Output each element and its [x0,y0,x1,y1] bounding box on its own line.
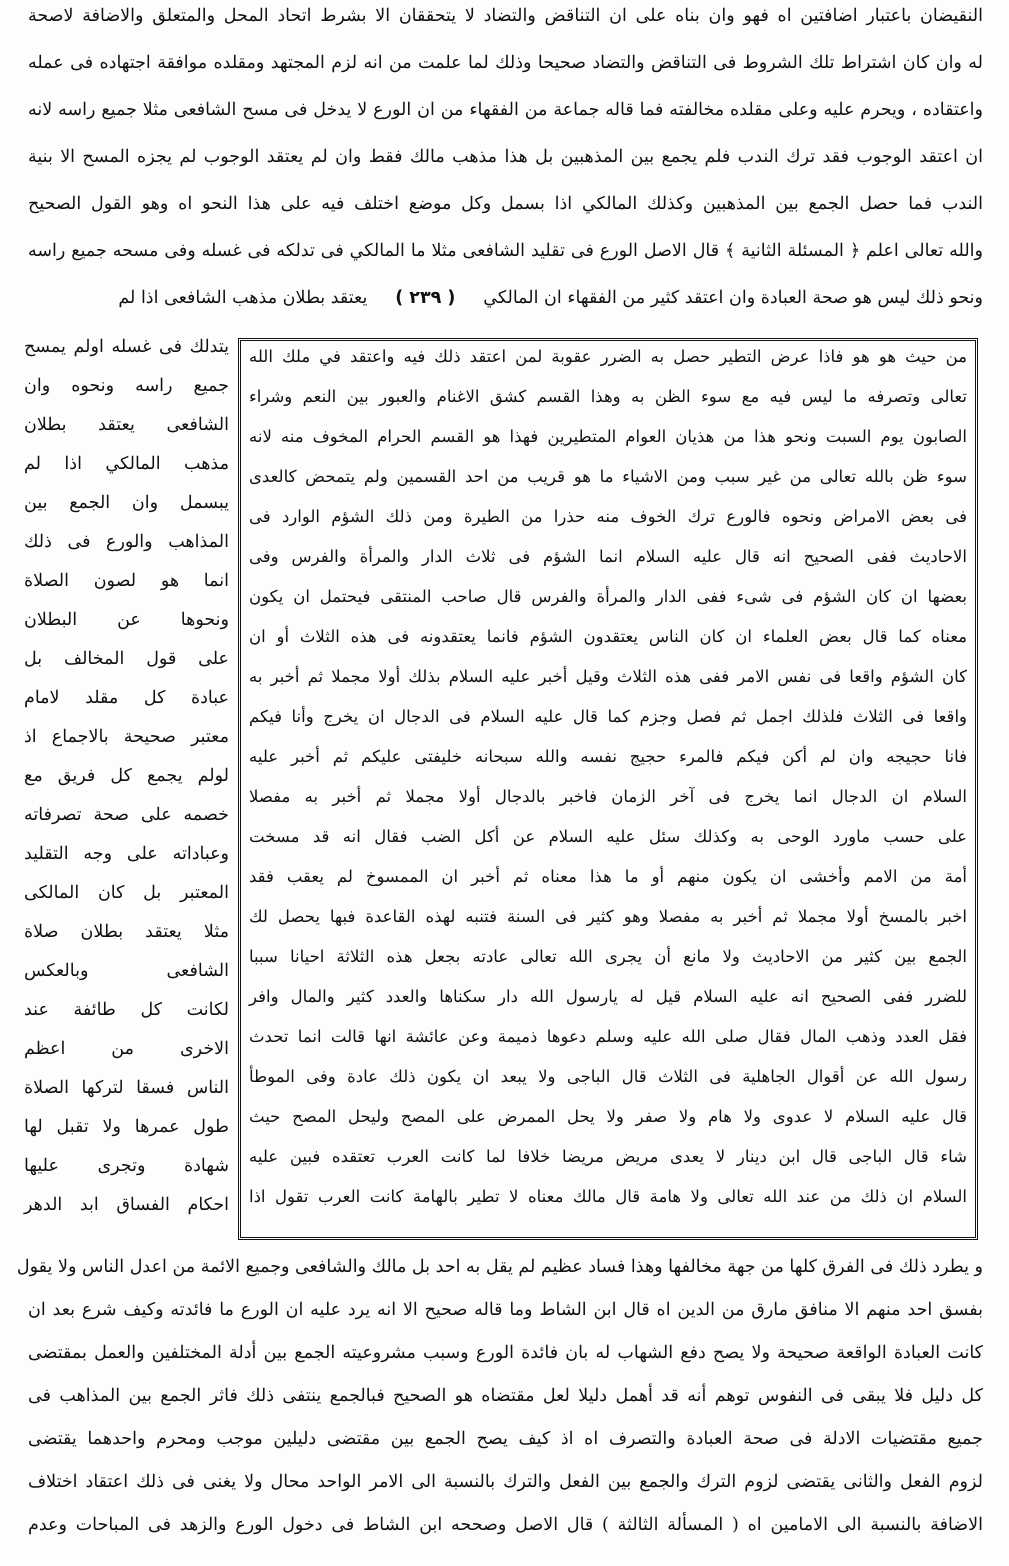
side-line: يبسمل وان الجمع بين [24,493,229,513]
side-line: عبادة كل مقلد لامام [24,688,229,708]
text-line-with-page-number [28,288,983,310]
text-line: يعتقد بطلان مذهب الشافعى اذا لم [118,288,368,308]
side-line: يتدلك فى غسله اولم يمسح [24,337,229,357]
box-line: من حيث هو هو فاذا عرض التطير حصل به الضرر عقوبة لمن اعتقد ذلك فيه واعتقد في ملك الله [249,347,967,366]
box-line: الصابون يوم السبت ونحو هذا من هذيان العوام المتطيرين فهذا هو القسم الحرام المخوف منه لانه [249,427,967,446]
text-line: والله تعالى اعلم ﴿ المسئلة الثانية ﴾ قال الاصل الورع فى تقليد الشافعى مثلا ما المالكي فى تدلكه فى غسله وفى مسحه جميع راسه [28,241,983,261]
side-line: الناس فسقا لتركها الصلاة [24,1078,229,1098]
text-line: الندب فما حصل الجمع بين المذهبين وكذلك المالكي اذا بسمل وكل موضع اختلف فيه على هذا النحو اه وهو القول الصحيح [28,194,983,214]
top-paragraph [0,0,1009,335]
box-line: فى بعض الامراض ونحوه فالورع ترك الخوف منه حذرا من الطيرة ومن ذلك الشؤم الوارد فى [249,507,967,526]
text-line: كل دليل فلا يبقى فى النفوس توهم أنه قد أهمل دليلا لعل مقتضاه هو الصحيح فبالجمع ينتفى ذلك فاثر الجمع بين المذاهب فى [28,1386,983,1406]
bottom-paragraph [0,1255,1009,1566]
text-line: لزوم الفعل والثانى يقتضى لزوم الترك والجمع بين الفعل والترك بالنسبة الى الامر الواحد محال ولا يغنى فى ذلك اعتقاد اختلاف [28,1472,983,1492]
box-line: اخبر بالمسخ أولا مجملا ثم أخبر به مفصلا وهو كثير فى السنة فتنبه لهذه القاعدة فبها يحصل لك [249,907,967,926]
side-line: المعتبر بل كان المالكى [24,883,229,903]
side-line: وعباداته على وجه التقليد [24,844,229,864]
side-line: لكانت كل طائفة عند [24,1000,229,1020]
text-line: له وان كان اشتراط تلك الشروط فى التناقض والتضاد صحيحا وذلك لما علمت من انه لزم المجتهد ومقلده موافقة اجتهاده فى عمله [28,53,983,73]
text-line: كانت العبادة الواقعة صحيحة ولا يصح دفع الشهاب له بان فائدة الورع وسبب مشروعيته الجمع بين أدلة المختلفين والعمل بمقتضى [28,1343,983,1363]
text-line: بفسق احد منهم الا منافق مارق من الدين اه قال ابن الشاط وما قاله صحيح الا انه يرد عليه ان الورع ما فائدته وكيف شرع بعد ان [28,1300,983,1320]
side-line: على قول المخالف بل [24,649,229,669]
text-line: و يطرد ذلك فى الفرق كلها من جهة مخالفها وهذا فساد عظيم لم يقل به احد بل مالك والشافعى وجميع الائمة من اعدل الناس ولا يقول [16,1257,983,1277]
page-number: ( ٢٣٩ ) [395,288,456,308]
side-line: شهادة وتجرى عليها [24,1156,229,1176]
box-line: سوء ظن بالله تعالى من غير سبب ومن الاشياء ما هو قريب من احد القسمين ولم يتمحض كالعدى [249,467,967,486]
box-line: رسول الله عن أقوال الجاهلية فى الثلاث قال الباجى ولا يبعد ان يكون ذلك عادة وفى الموطأ [249,1067,967,1086]
text-line: ونحو ذلك ليس هو صحة العبادة وان اعتقد كثير من الفقهاء ان المالكي [483,288,983,308]
box-line: بعضها ان كان الشؤم فى شىء ففى الدار والمرأة والفرس قال صاحب المنتقى فيحتمل ان يكون [249,587,967,606]
side-line: لولم يجمع كل فريق مع [24,766,229,786]
box-line: الاحاديث ففى الصحيح انه قال عليه السلام انما الشؤم فى ثلاث الدار والمرأة والفرس وفى [249,547,967,566]
commentary-box [238,338,978,1240]
box-line: أمة من الامم وأخشى ان يكون منهم أو ما هذا معناه ثم أخبر ان الممسوخ لم يعقب فقد [249,867,967,886]
side-line: الشافعى يعتقد بطلان [24,415,229,435]
box-line: معناه كما قال بعض العلماء ان كان الناس يعتقدون الشؤم فانما يعتقدونه فى هذه الثلاث أو ان [249,627,967,646]
side-line: خصمه على صحة تصرفاته [24,805,229,825]
text-line: ان اعتقد الوجوب فقد ترك الندب فلم يجمع بين المذهبين بل هذا مذهب مالك فقط وان لم يعتقد الوجوب لم يجزه المسح الا بنية [28,147,983,167]
box-line: كان الشؤم واقعا فى نفس الامر ففى هذه الثلاث وقيل أخبر عليه السلام بذلك أولا مجملا ثم أخبر به [249,667,967,686]
box-line: السلام ان الدجال انما يخرج فى آخر الزمان فاخبر بالدجال أولا مجملا ثم أخبر به مفصلا [249,787,967,806]
text-line: النقيضان باعتبار اضافتين اه فهو وان بناه على ان التناقض والتضاد لا يتحققان الا بشرط اتحاد المحل والمتعلق والاضافة لاصحة [28,6,983,26]
side-line: جميع راسه ونحوه وان [24,376,229,396]
side-line: انما هو لصون الصلاة [24,571,229,591]
side-line: الشافعى وبالعكس [24,961,229,981]
side-line: ونحوها عن البطلان [24,610,229,630]
side-line: المذاهب والورع فى ذلك [24,532,229,552]
box-line: فقل العدد وذهب المال فقال صلى الله عليه وسلم دعوها ذميمة وعن عائشة انها قالت انما تحدث [249,1027,967,1046]
box-line: قال عليه السلام لا عدوى ولا هام ولا صفر ولا يحل الممرض على المصح وليحل المصح حيث [249,1107,967,1126]
side-column [24,337,229,1247]
side-line: الاخرى من اعظم [24,1039,229,1059]
text-line: الاضافة بالنسبة الى الامامين اه ( المسألة الثالثة ) قال الاصل وصححه ابن الشاط فى دخول الورع والزهد فى المباحات وعدم [28,1515,983,1535]
text-line: جميع مقتضيات الادلة فى صحة العبادة والتصرف اه اذ كيف يصح الجمع بين مقتضى دليلين موجب ومحرم واحدهما يقتضى [28,1429,983,1449]
box-line: للضرر ففى الصحيح انه عليه السلام قيل له يارسول الله دار سكناها والعدد كثير والمال وافر [249,987,967,1006]
box-line: فانا حجيجه وان لم أكن فيكم فالمرء حجيج نفسه والله سبحانه خليفتى عليكم ثم أخبر عليه [249,747,967,766]
box-line: السلام ان ذلك من عند الله تعالى ولا هامة قال مالك معناه لا تطير بالهامة كانت العرب تقول اذا [249,1187,967,1206]
side-line: مثلا يعتقد بطلان صلاة [24,922,229,942]
box-line: على حسب ماورد الوحى به وكذلك سئل عليه السلام عن أكل الضب فقال انه قد مسخت [249,827,967,846]
side-line: احكام الفساق ابد الدهر [24,1195,229,1215]
text-line: واعتقاده ، ويحرم عليه وعلى مقلده مخالفته فما قاله جماعة من الفقهاء من ان الورع لا يدخل فى مسح الشافعى مثلا جميع راسه لانه [28,100,983,120]
box-line: شاء قال الباجى قال ابن دينار لا يعدى مريض مريضا خلافا لما كانت العرب تعتقده فبين عليه [249,1147,967,1166]
side-line: طول عمرها ولا تقبل لها [24,1117,229,1137]
box-line: تعالى وتصرفه ما ليس فيه مع سوء الظن به وهذا القسم كشق الاغنام والعبور بين النعم وشراء [249,387,967,406]
side-line: مذهب المالكي اذا لم [24,454,229,474]
box-line: واقعا فى الثلاث فلذلك اجمل ثم فصل وجزم كما قال عليه السلام فى الدجال ان يخرج وأنا فيكم [249,707,967,726]
side-line: معتبر صحيحة بالاجماع اذ [24,727,229,747]
box-line: الجمع بين كثير من الاحاديث ولا مانع أن يجرى الله تعالى عادته بجعل هذه الثلاثة احيانا سببا [249,947,967,966]
